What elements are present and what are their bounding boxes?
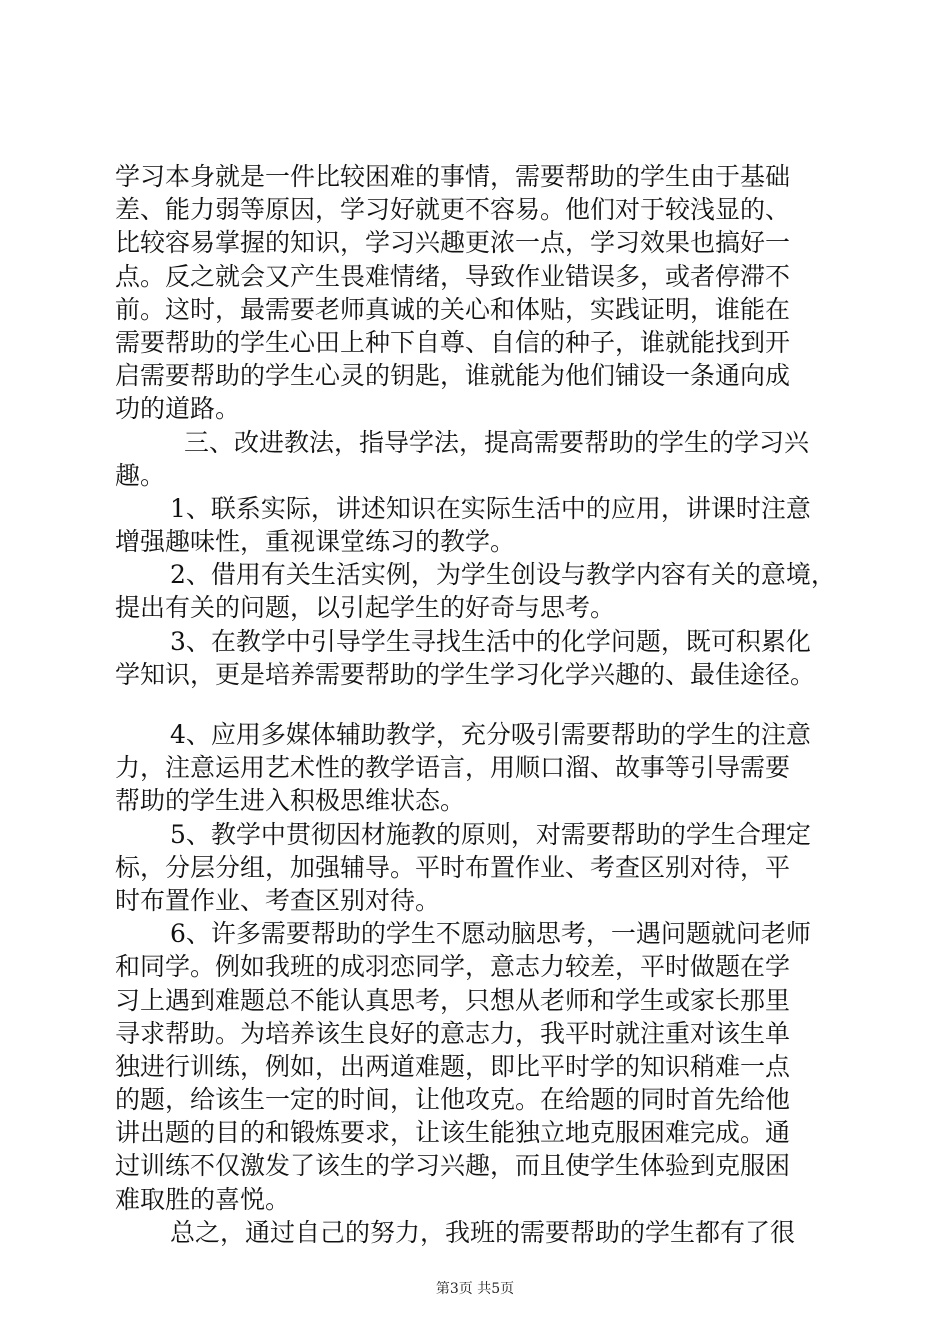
text-line: 点。反之就会又产生畏难情绪，导致作业错误多，或者停滞不	[115, 261, 791, 291]
text-line: 寻求帮助。为培养该生良好的意志力，我平时就注重对该生单	[115, 1018, 791, 1048]
text-line: 学知识，更是培养需要帮助的学生学习化学兴趣的、最佳途径。	[115, 659, 816, 689]
text-line: 提出有关的问题，以引起学生的好奇与思考。	[115, 593, 616, 623]
list-item: 3、在教学中引导学生寻找生活中的化学问题，既可积累化	[170, 626, 811, 656]
text-line: 功的道路。	[115, 394, 241, 424]
text-line: 需要帮助的学生心田上种下自尊、自信的种子，谁就能找到开	[115, 327, 791, 357]
paragraph-gap	[115, 691, 845, 718]
text-line: 习上遇到难题总不能认真思考，只想从老师和学生或家长那里	[115, 985, 791, 1015]
text-line: 讲出题的目的和锻炼要求，让该生能独立地克服困难完成。通	[115, 1118, 791, 1148]
text-line: 趣。	[115, 460, 166, 490]
text-line: 比较容易掌握的知识，学习兴趣更浓一点，学习效果也搞好一	[115, 228, 791, 258]
text-line: 难取胜的喜悦。	[115, 1184, 291, 1214]
list-item: 1、联系实际，讲述知识在实际生活中的应用，讲课时注意	[170, 493, 811, 523]
text-line: 和同学。例如我班的成羽恋同学，意志力较差，平时做题在学	[115, 952, 791, 982]
text-line: 力，注意运用艺术性的教学语言，用顺口溜、故事等引导需要	[115, 753, 791, 783]
text-line: 过训练不仅激发了该生的学习兴趣，而且使学生体验到克服困	[115, 1151, 791, 1181]
page-number-footer: 第3页 共5页	[435, 1281, 515, 1297]
text-line: 总之，通过自己的努力，我班的需要帮助的学生都有了很	[170, 1217, 796, 1247]
text-line: 时布置作业、考查区别对待。	[115, 885, 441, 915]
text-line: 前。这时，最需要老师真诚的关心和体贴，实践证明，谁能在	[115, 294, 791, 324]
text-line: 启需要帮助的学生心灵的钥匙，谁就能为他们铺设一条通向成	[115, 361, 791, 391]
list-item: 2、借用有关生活实例，为学生创设与教学内容有关的意境，	[170, 560, 836, 590]
text-line: 标，分层分组，加强辅导。平时布置作业、考查区别对待，平	[115, 852, 791, 882]
text-line: 增强趣味性，重视课堂练习的教学。	[115, 527, 516, 557]
text-line: 独进行训练，例如，出两道难题，即比平时学的知识稍难一点	[115, 1051, 791, 1081]
section-heading: 三、改进教法，指导学法，提高需要帮助的学生的学习兴	[184, 427, 810, 457]
list-item: 6、许多需要帮助的学生不愿动脑思考，一遇问题就问老师	[170, 919, 811, 949]
text-line: 学习本身就是一件比较困难的事情，需要帮助的学生由于基础	[115, 162, 791, 191]
list-item: 4、应用多媒体辅助教学，充分吸引需要帮助的学生的注意	[170, 720, 811, 749]
text-line: 帮助的学生进入积极思维状态。	[115, 786, 466, 816]
text-line: 的题，给该生一定的时间，让他攻克。在给题的同时首先给他	[115, 1085, 791, 1115]
document-body	[115, 160, 845, 1249]
list-item: 5、教学中贯彻因材施教的原则，对需要帮助的学生合理定	[170, 819, 811, 849]
text-line: 差、能力弱等原因，学习好就更不容易。他们对于较浅显的、	[115, 195, 791, 225]
